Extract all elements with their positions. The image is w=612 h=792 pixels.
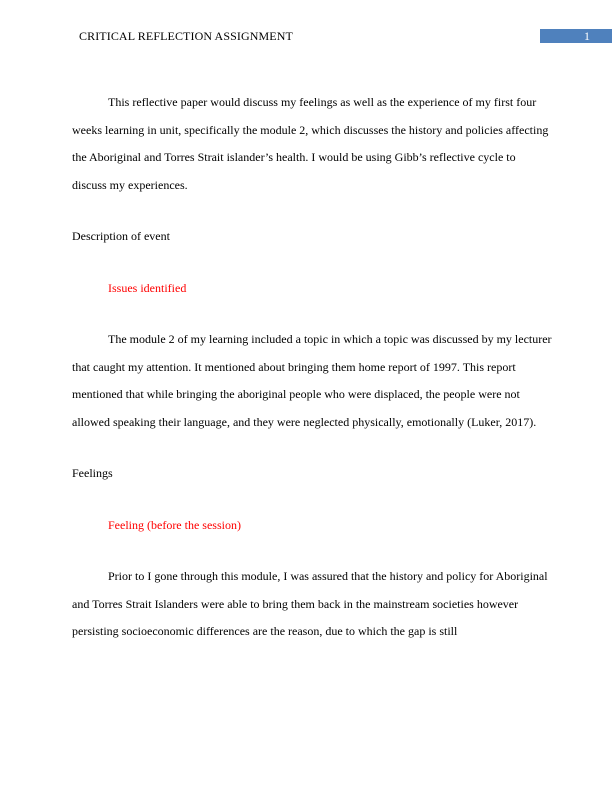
page-number: 1 bbox=[540, 29, 612, 43]
spacer bbox=[72, 302, 552, 326]
section-heading-description: Description of event bbox=[72, 229, 170, 243]
running-header-title: CRITICAL REFLECTION ASSIGNMENT bbox=[79, 29, 293, 43]
feelings-paragraph: Prior to I gone through this module, I was assured that the history and policy for Aboriginal and Torres Strait Islanders were able to bring them back in the mainstream societies however persisting socioeconomic differences are the reason, due to which the gap is still bbox=[72, 569, 548, 638]
spacer bbox=[72, 251, 552, 275]
spacer bbox=[72, 539, 552, 563]
subheading-issues-identified: Issues identified bbox=[108, 280, 187, 295]
spacer bbox=[72, 436, 552, 460]
spacer bbox=[72, 488, 552, 512]
subheading-feeling-before: Feeling (before the session) bbox=[108, 517, 241, 532]
document-body bbox=[72, 89, 552, 646]
spacer bbox=[72, 199, 552, 223]
intro-paragraph: This reflective paper would discuss my feelings as well as the experience of my first four weeks learning in unit, specifically the module 2, which discusses the history and policies affecting the Aboriginal and Torres Strait islander’s health. I would be using Gibb’s reflective cycle to discuss my experiences. bbox=[72, 95, 549, 192]
section-heading-feelings: Feelings bbox=[72, 466, 113, 480]
description-paragraph: The module 2 of my learning included a topic in which a topic was discussed by my lecturer that caught my attention. It mentioned about bringing them home report of 1997. This report mentioned that while bringing the aboriginal people who were displaced, the people were not allowed speaking their language, and they were neglected physically, emotionally (Luker, 2017). bbox=[72, 332, 552, 429]
